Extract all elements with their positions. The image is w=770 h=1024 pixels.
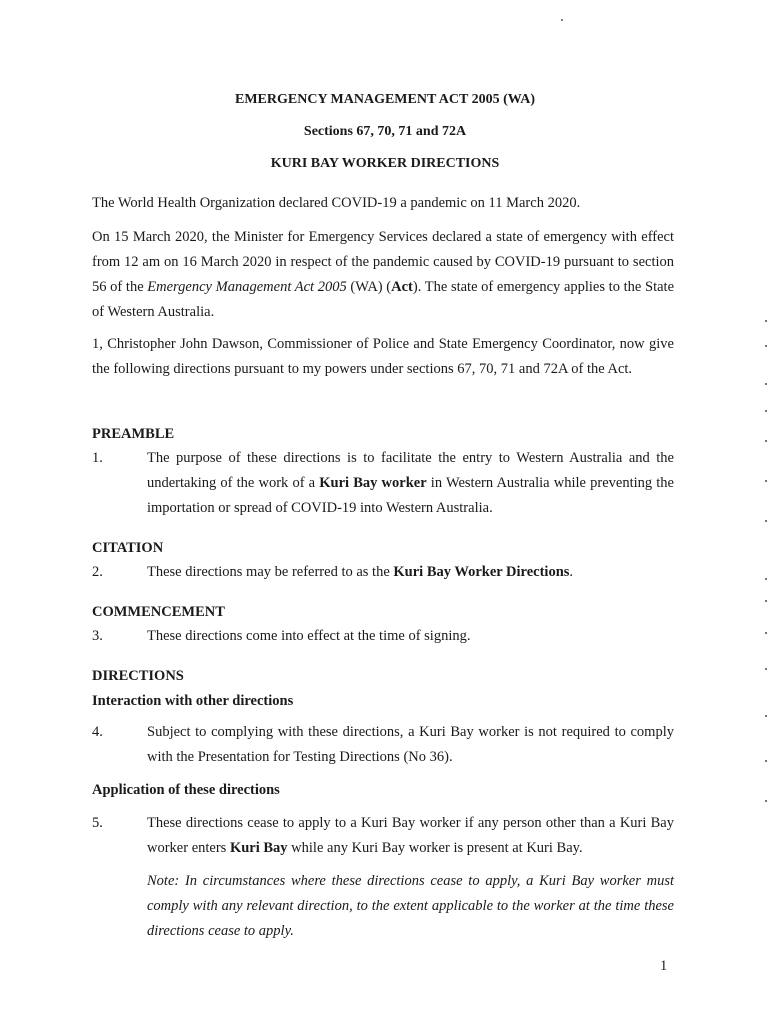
preamble-text-1: The purpose of these directions is to facilitate the entry to Western Australia and the undertaking of the work of a xyxy=(147,450,674,491)
kuri-bay-term: Kuri Bay xyxy=(229,840,288,856)
scan-edge-mark xyxy=(765,383,767,385)
intro-commissioner-paragraph: 1, Christopher John Dawson, Commissioner of Police and State Emergency Coordinator, now give the following directions pursuant to my powers under sections 67, 70, 71 and 72A of the Act. xyxy=(92,336,674,377)
citation-text-1: These directions may be referred to as the xyxy=(147,564,394,580)
citation-heading: CITATION xyxy=(92,540,164,556)
item5-number: 5. xyxy=(92,815,103,831)
act-name: Emergency Management Act 2005 xyxy=(147,279,347,295)
scan-edge-mark xyxy=(765,578,767,580)
kuri-bay-worker-term: Kuri Bay worker xyxy=(319,475,427,491)
directions-name-term: Kuri Bay Worker Directions xyxy=(393,564,570,580)
commencement-item-number: 3. xyxy=(92,628,103,644)
preamble-item-text xyxy=(147,446,674,521)
directions-heading: DIRECTIONS xyxy=(92,668,184,684)
application-subheading: Application of these directions xyxy=(92,782,280,798)
scan-edge-mark xyxy=(765,520,767,522)
item4-number: 4. xyxy=(92,724,103,740)
item5-text-1: These directions cease to apply to a Kuri Bay worker if any person other than a Kuri Bay worker enters xyxy=(147,815,674,856)
intro-who-paragraph: The World Health Organization declared COVID-19 a pandemic on 11 March 2020. xyxy=(92,195,581,211)
citation-item-number: 2. xyxy=(92,564,103,580)
citation-item-text xyxy=(147,560,674,585)
intro-state-text-3: ). The state of emergency applies to the State of Western Australia. xyxy=(92,279,674,320)
document-title: EMERGENCY MANAGEMENT ACT 2005 (WA) xyxy=(235,92,535,107)
scan-edge-mark xyxy=(765,410,767,412)
interaction-subheading: Interaction with other directions xyxy=(92,693,294,709)
preamble-heading: PREAMBLE xyxy=(92,426,175,442)
scan-speck xyxy=(561,19,563,21)
item5-text-2: while any Kuri Bay worker is present at Kuri Bay. xyxy=(287,840,583,856)
act-abbrev: Act xyxy=(391,279,413,295)
document-heading: KURI BAY WORKER DIRECTIONS xyxy=(270,156,500,171)
commencement-item-text: These directions come into effect at the time of signing. xyxy=(147,628,471,644)
scan-edge-mark xyxy=(765,345,767,347)
scan-edge-mark xyxy=(765,715,767,717)
item5-text xyxy=(147,811,674,861)
scan-edge-mark xyxy=(765,760,767,762)
item5-note: Note: In circumstances where these directions cease to apply, a Kuri Bay worker must comply with any relevant direction, to the extent applicable to the worker at the time these directions cease to apply. xyxy=(147,873,674,939)
preamble-text-2: in Western Australia while preventing the importation or spread of COVID-19 into Western Australia. xyxy=(147,475,674,516)
page-number: 1 xyxy=(660,958,668,974)
intro-state-text-1: On 15 March 2020, the Minister for Emergency Services declared a state of emergency with effect from 12 am on 16 March 2020 in respect of the pandemic caused by COVID-19 pursuant to section 56 of the xyxy=(92,229,674,295)
scan-edge-mark xyxy=(765,668,767,670)
document-subtitle: Sections 67, 70, 71 and 72A xyxy=(303,124,467,139)
scan-edge-mark xyxy=(765,632,767,634)
preamble-item-number: 1. xyxy=(92,450,103,466)
scan-edge-mark xyxy=(765,480,767,482)
intro-state-text-2: (WA) ( xyxy=(346,279,392,295)
item4-text: Subject to complying with these directions, a Kuri Bay worker is not required to comply with the Presentation for Testing Directions (No 36). xyxy=(147,724,674,765)
scan-edge-mark xyxy=(765,600,767,602)
scan-edge-mark xyxy=(765,320,767,322)
intro-state-paragraph xyxy=(92,225,674,325)
commencement-heading: COMMENCEMENT xyxy=(92,604,225,620)
citation-text-2: . xyxy=(569,564,574,580)
scan-edge-mark xyxy=(765,800,767,802)
scan-edge-mark xyxy=(765,440,767,442)
